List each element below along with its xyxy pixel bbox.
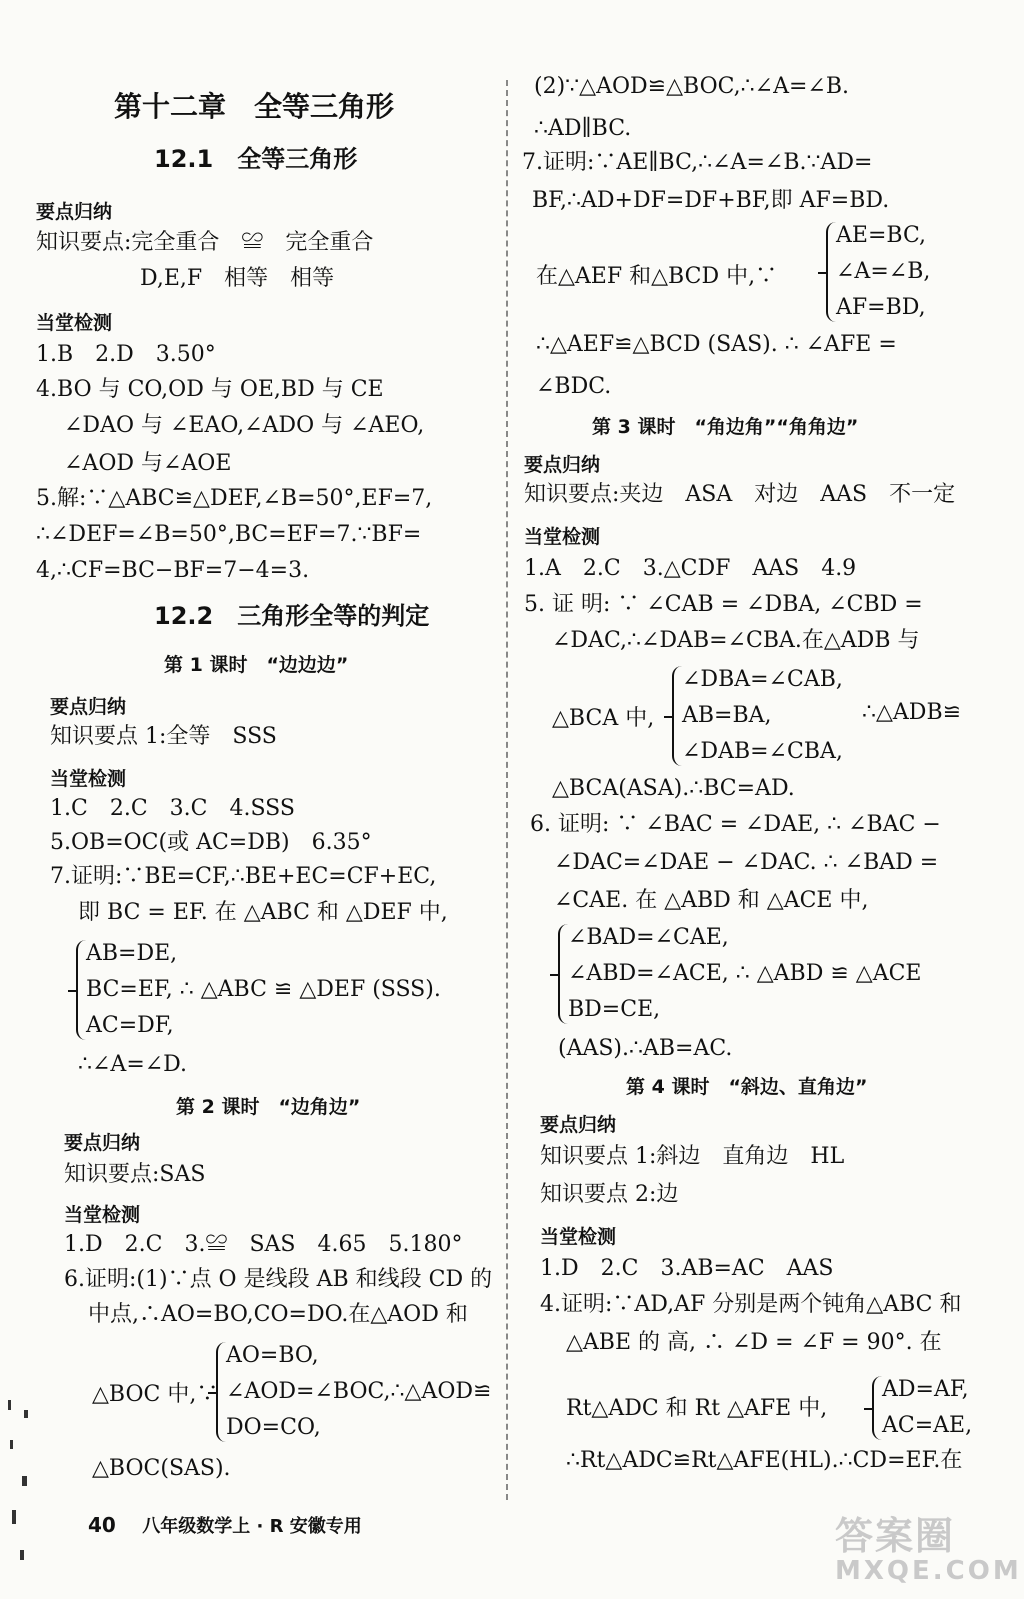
text-line: DO=CO,: [226, 1415, 321, 1440]
text-line: AO=BO,: [226, 1343, 319, 1368]
heading-key-points: 要点归纳: [64, 1132, 141, 1154]
text-line: BF,∴AD+DF=DF+BF,即 AF=BD.: [532, 188, 890, 213]
lesson-title: 第 1 课时 “边边边”: [164, 654, 349, 676]
heading-check: 当堂检测: [36, 312, 113, 334]
text-line: 7.证明:∵BE=CF,∴BE+EC=CF+EC,: [50, 864, 437, 889]
text-line: ∠A=∠B,: [836, 259, 931, 284]
text-line: AC=AE,: [882, 1413, 973, 1438]
text-line: 1.C 2.C 3.C 4.SSS: [50, 796, 295, 821]
lesson-title: 第 4 课时 “斜边、直角边”: [626, 1076, 868, 1098]
brace-symbol: [872, 1376, 884, 1440]
text-line: AF=BD,: [836, 295, 926, 320]
text-line: ∠DAO 与 ∠EAO,∠ADO 与 ∠AEO,: [64, 413, 425, 438]
text-line: 1.D 2.C 3.AB=AC AAS: [540, 1256, 834, 1281]
watermark-logo: [835, 1505, 1022, 1595]
brace-symbol: [76, 940, 88, 1040]
binding-mark: [20, 1550, 24, 1560]
binding-marks: [4, 1380, 34, 1580]
text-line: 中点,∴AO=BO,CO=DO.在△AOD 和: [88, 1302, 468, 1327]
section-title: 12.2 三角形全等的判定: [154, 602, 430, 630]
text-line: Rt△ADC 和 Rt △AFE 中,: [566, 1396, 828, 1421]
text-line: 在△AEF 和△BCD 中,∵: [536, 264, 778, 289]
text-line: AD=AF,: [882, 1377, 969, 1402]
text-line: ∠BDC.: [536, 374, 612, 399]
text-line: 即 BC = EF. 在 △ABC 和 △DEF 中,: [78, 900, 448, 925]
equation-system: [826, 218, 930, 326]
text-line: BD=CE,: [568, 997, 661, 1022]
heading-key-points: 要点归纳: [524, 454, 601, 476]
book-title: 八年级数学上 · R 安徽专用: [142, 1516, 362, 1537]
text-line: 4.BO 与 CO,OD 与 OE,BD 与 CE: [36, 377, 384, 402]
text-line: AC=DF,: [86, 1013, 174, 1038]
binding-mark: [12, 1510, 16, 1524]
text-line: ∠ABD=∠ACE, ∴ △ABD ≌ △ACE: [568, 961, 922, 986]
text-line: 6.证明:(1)∵点 O 是线段 AB 和线段 CD 的: [64, 1267, 493, 1292]
equation-system: [76, 936, 441, 1044]
text-line: 知识要点:SAS: [64, 1162, 206, 1187]
column-divider: [506, 80, 508, 1500]
text-line: ∴∠DEF=∠B=50°,BC=EF=7.∵BF=: [36, 522, 422, 547]
binding-mark: [24, 1410, 28, 1418]
text-line: △BOC(SAS).: [92, 1456, 231, 1481]
text-line: △ABE 的 高, ∴ ∠D = ∠F = 90°. 在: [566, 1330, 942, 1355]
text-line: ∴AD∥BC.: [534, 116, 632, 141]
text-line: ∠AOD 与∠AOE: [64, 451, 232, 476]
text-line: (2)∵△AOD≌△BOC,∴∠A=∠B.: [534, 74, 849, 99]
text-line: 知识要点:完全重合 ≌ 完全重合: [36, 230, 374, 255]
text-line: AB=DE,: [86, 941, 178, 966]
text-line: (AAS).∴AB=AC.: [558, 1036, 733, 1061]
text-line: 知识要点 1:斜边 直角边 HL: [540, 1144, 845, 1169]
watermark-url: MXQE.COM: [835, 1556, 1022, 1586]
text-line: ∠AOD=∠BOC,∴△AOD≌: [226, 1379, 492, 1404]
brace-symbol: [558, 924, 570, 1024]
text-line: 5.解:∵△ABC≌△DEF,∠B=50°,EF=7,: [36, 486, 433, 511]
text-line: ∴∠A=∠D.: [78, 1052, 188, 1077]
text-line: D,E,F 相等 相等: [140, 266, 335, 291]
brace-symbol: [672, 666, 684, 766]
heading-check: 当堂检测: [50, 768, 127, 790]
text-line: 1.A 2.C 3.△CDF AAS 4.9: [524, 556, 857, 581]
equation-system: [672, 662, 843, 770]
text-line: 4,∴CF=BC−BF=7−4=3.: [36, 558, 310, 583]
text-line: 6. 证明: ∵ ∠BAC = ∠DAE, ∴ ∠BAC −: [530, 812, 941, 837]
text-line: 知识要点 2:边: [540, 1182, 679, 1207]
page-number: 40: [88, 1513, 116, 1537]
heading-check: 当堂检测: [540, 1226, 617, 1248]
text-line: 5.OB=OC(或 AC=DB) 6.35°: [50, 830, 372, 855]
text-line: △BOC 中,∵: [92, 1382, 219, 1407]
text-line: ∠BAD=∠CAE,: [568, 925, 729, 950]
text-line: ∠DBA=∠CAB,: [682, 667, 843, 692]
brace-symbol: [826, 222, 838, 322]
text-line: AB=BA,: [682, 703, 772, 728]
heading-key-points: 要点归纳: [36, 201, 113, 223]
equation-system: [872, 1372, 972, 1444]
equation-system: [558, 920, 921, 1028]
heading-check: 当堂检测: [64, 1204, 141, 1226]
text-line: 知识要点:夹边 ASA 对边 AAS 不一定: [524, 482, 956, 507]
watermark-text: 答案圈: [835, 1514, 956, 1558]
binding-mark: [8, 1400, 11, 1410]
equation-system: [216, 1338, 491, 1446]
text-line: ∴Rt△ADC≌Rt△AFE(HL).∴CD=EF.在: [566, 1448, 963, 1473]
page-footer: [88, 1512, 362, 1538]
heading-check: 当堂检测: [524, 526, 601, 548]
text-line: ∠DAB=∠CBA,: [682, 739, 843, 764]
text-line: ∠DAC,∴∠DAB=∠CBA.在△ADB 与: [552, 628, 920, 653]
text-line: 1.B 2.D 3.50°: [36, 342, 216, 367]
text-line: BC=EF, ∴ △ABC ≌ △DEF (SSS).: [86, 977, 441, 1002]
text-line: ∠DAC=∠DAE − ∠DAC. ∴ ∠BAD =: [554, 850, 939, 875]
heading-key-points: 要点归纳: [50, 696, 127, 718]
binding-mark: [22, 1476, 27, 1486]
text-line: △BCA 中,: [552, 706, 655, 731]
text-line: ∴△ADB≌: [862, 700, 962, 725]
text-line: ∴△AEF≌△BCD (SAS). ∴ ∠AFE =: [536, 332, 897, 357]
text-line: 知识要点 1:全等 SSS: [50, 724, 277, 749]
binding-mark: [10, 1440, 13, 1449]
heading-key-points: 要点归纳: [540, 1114, 617, 1136]
text-line: 7.证明:∵AE∥BC,∴∠A=∠B.∵AD=: [522, 150, 873, 175]
text-line: △BCA(ASA).∴BC=AD.: [552, 776, 795, 801]
text-line: ∠CAE. 在 △ABD 和 △ACE 中,: [554, 888, 869, 913]
chapter-title: 第十二章 全等三角形: [114, 90, 395, 123]
text-line: 4.证明:∵AD,AF 分别是两个钝角△ABC 和: [540, 1292, 962, 1317]
lesson-title: 第 2 课时 “边角边”: [176, 1096, 361, 1118]
brace-symbol: [216, 1342, 228, 1442]
text-line: 5. 证 明: ∵ ∠CAB = ∠DBA, ∠CBD =: [524, 592, 923, 617]
text-line: 1.D 2.C 3.≌ SAS 4.65 5.180°: [64, 1232, 463, 1257]
lesson-title: 第 3 课时 “角边角”“角角边”: [592, 416, 859, 438]
section-title: 12.1 全等三角形: [154, 145, 358, 173]
text-line: AE=BC,: [836, 223, 926, 248]
